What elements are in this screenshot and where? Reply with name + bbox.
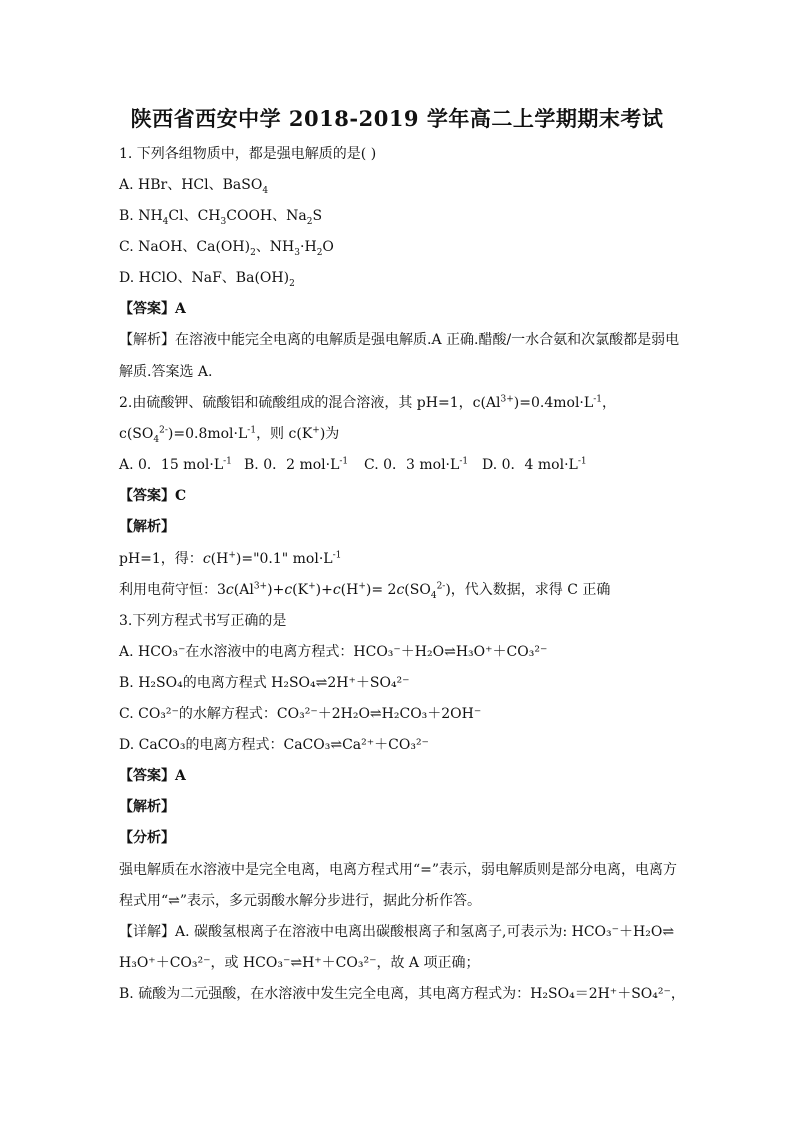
q1-option-d: D. HClO、NaF、$Ba(OH)_2$ xyxy=(119,270,295,289)
q3-option-c: C. CO₃²⁻的水解方程式：CO₃²⁻＋2H₂O⇌H₂CO₃＋2OH⁻ xyxy=(119,706,482,722)
q1-stem: 1. 下列各组物质中，都是强电解质的是( ) xyxy=(119,146,377,162)
q2-options xyxy=(119,455,587,475)
q3-option-d: D. CaCO₃的电离方程式：CaCO₃⇌Ca²⁺＋CO₃²⁻ xyxy=(119,737,429,753)
q1-analysis-line2: 解质.答案选 A. xyxy=(119,364,213,380)
q3-answer: 【答案】A xyxy=(119,768,186,784)
q2-analysis-heading: 【解析】 xyxy=(119,519,175,535)
q3-stem: 3.下列方程式书写正确的是 xyxy=(119,613,287,629)
q2-stem-line2: $c(SO_4^{2-})=0.8mol\cdot L^{-1}$，则 c(K+)为 xyxy=(119,425,340,445)
q2-answer: 【答案】C xyxy=(119,488,187,504)
q3-option-b: B. H₂SO₄的电离方程式 H₂SO₄⇌2H⁺＋SO₄²⁻ xyxy=(119,675,410,691)
page-title: 陕西省西安中学 2018-2019 学年高二上学期期末考试 xyxy=(130,106,664,131)
q3-analysis-heading: 【解析】 xyxy=(119,799,175,815)
q2-option-b: B. 0．2 $mol\cdot L^{-1}$ xyxy=(244,456,349,473)
q1-option-b: B. $NH_4Cl$、$CH_3COOH$、$Na_2S$ xyxy=(119,208,323,227)
q2-option-d: D. 0．4 $mol\cdot L^{-1}$ xyxy=(482,456,587,473)
q3-fenxi-heading: 【分析】 xyxy=(119,830,175,846)
q3-fenxi-line1: 强电解质在水溶液中是完全电离，电离方程式用“=”表示，弱电解质则是部分电离，电离方 xyxy=(119,862,678,878)
q3-detail-line3: B. 硫酸为二元强酸，在水溶液中发生完全电离，其电离方程式为：H₂SO₄＝2H⁺＋SO₄²⁻， xyxy=(119,986,685,1002)
q2-stem-line1: 2.由硫酸钾、硫酸铝和硫酸组成的混合溶液，其 pH=1，$c(Al^{3+})=0.4mol\cdot L^{-1}$， xyxy=(119,394,616,411)
q1-option-a: A. HBr、HCl、BaSO$_4$ xyxy=(119,177,269,196)
q3-detail-line1: 【详解】A. 碳酸氢根离子在溶液中电离出碳酸根离子和氢离子,可表示为: HCO₃⁻＋H₂O⇌ xyxy=(119,924,675,940)
q3-fenxi-line2: 程式用“⇌”表示，多元弱酸水解分步进行，据此分析作答。 xyxy=(119,893,482,909)
q1-option-c: C. NaOH、$Ca(OH)_2$、$NH_3\cdot H_2O$ xyxy=(119,239,334,258)
q3-option-a: A. HCO₃⁻在水溶液中的电离方程式：HCO₃⁻＋H₂O⇌H₃O⁺＋CO₃²⁻ xyxy=(119,644,548,660)
q1-answer: 【答案】A xyxy=(119,301,186,317)
q2-option-c: C. 0．3 $mol\cdot L^{-1}$ xyxy=(364,456,469,473)
q1-analysis-line1: 【解析】在溶液中能完全电离的电解质是强电解质.A 正确.醋酸/一水合氨和次氯酸都是弱电 xyxy=(119,332,680,348)
q2-option-a: A. 0．15 $mol\cdot L^{-1}$ xyxy=(119,456,232,473)
q2-analysis-line2: 利用电荷守恒：$3c(Al^{3+})+c(K^+)+c(H^+)= 2c(SO_4^{2-})$，代入数据，求得 C 正确 xyxy=(119,581,611,601)
q2-analysis-line1: pH=1，得：c(H+)="0.1" $mol\cdot L^{-1}$ xyxy=(119,550,342,567)
q3-detail-line2: H₃O⁺＋CO₃²⁻，或 HCO₃⁻⇌H⁺＋CO₃²⁻，故 A 项正确； xyxy=(119,955,480,971)
